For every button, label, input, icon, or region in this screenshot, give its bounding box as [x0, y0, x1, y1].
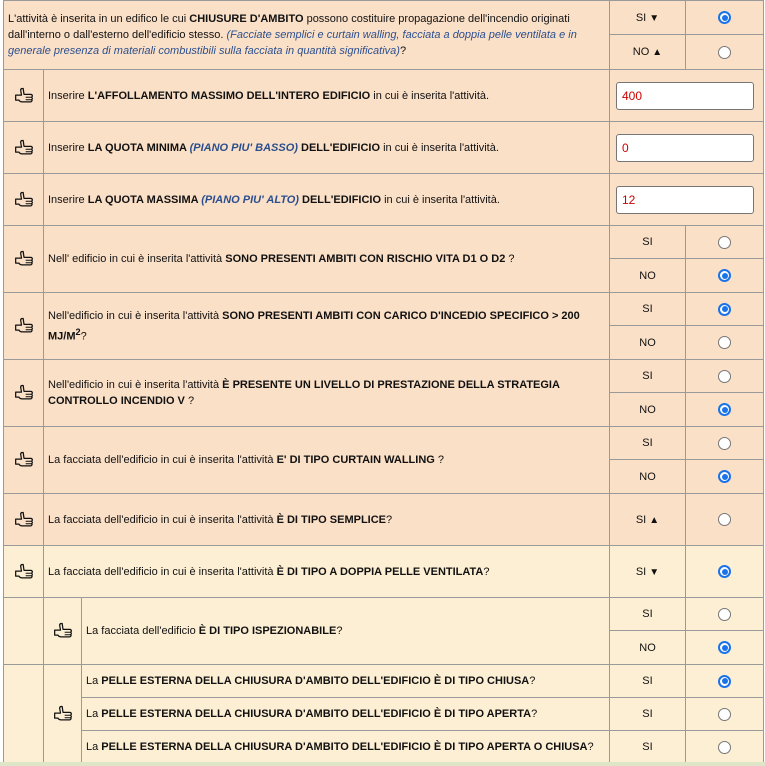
pointing-hand-icon — [4, 293, 44, 360]
pointing-hand-icon — [44, 598, 82, 665]
option-si[interactable]: SI — [610, 731, 686, 764]
question-text: Nell'edificio in cui è inserita l'attività SONO PRESENTI AMBITI CON CARICO D'INCEDIO SPECIFICO > 200 $MJ/M^2$? — [44, 293, 610, 360]
pointing-hand-icon — [4, 427, 44, 494]
option-no[interactable]: NO — [610, 326, 686, 360]
question-row-pelle-aperta — [4, 698, 764, 731]
radio-si[interactable] — [718, 708, 731, 721]
pointing-hand-icon — [4, 226, 44, 293]
radio-si[interactable] — [718, 513, 731, 526]
question-row-affollamento — [4, 70, 764, 122]
question-text: La PELLE ESTERNA DELLA CHIUSURA D'AMBITO DELL'EDIFICIO È DI TIPO APERTA? — [82, 698, 610, 731]
pointing-hand-icon — [4, 360, 44, 427]
option-si[interactable]: SI — [610, 698, 686, 731]
question-text: La facciata dell'edificio in cui è inserita l'attività E' DI TIPO CURTAIN WALLING ? — [44, 427, 610, 494]
questionnaire-table — [3, 0, 764, 764]
arrow-up-icon: ▲ — [649, 514, 660, 526]
question-text: Inserire LA QUOTA MINIMA (PIANO PIU' BASSO) DELL'EDIFICIO in cui è inserita l'attività. — [44, 122, 610, 174]
radio-no[interactable] — [718, 641, 731, 654]
pointing-hand-icon — [4, 546, 44, 598]
pointing-hand-icon — [44, 665, 82, 764]
pointing-hand-icon — [4, 70, 44, 122]
option-si[interactable]: SI — [610, 360, 686, 393]
option-no[interactable]: NO — [610, 460, 686, 494]
bottom-divider — [0, 762, 765, 766]
arrow-up-icon: ▲ — [652, 47, 663, 58]
option-no[interactable]: NO ▲ — [610, 35, 686, 70]
radio-no[interactable] — [718, 46, 731, 59]
radio-si[interactable] — [718, 370, 731, 383]
question-row-ispezionabile — [4, 598, 764, 631]
affollamento-input[interactable]: 400 — [616, 82, 754, 110]
quota-massima-input[interactable]: 12 — [616, 186, 754, 214]
question-text: Inserire L'AFFOLLAMENTO MASSIMO DELL'INTERO EDIFICIO in cui è inserita l'attività. — [44, 70, 610, 122]
question-text: Nell' edificio in cui è inserita l'attività SONO PRESENTI AMBITI CON RISCHIO VITA D1 O D2 ? — [44, 226, 610, 293]
question-text: La facciata dell'edificio in cui è inserita l'attività È DI TIPO SEMPLICE? — [44, 494, 610, 546]
question-row-pelle-aperta-o-chiusa — [4, 731, 764, 764]
option-si[interactable]: SI — [610, 427, 686, 460]
option-si[interactable]: SI — [610, 665, 686, 698]
radio-si[interactable] — [718, 675, 731, 688]
option-si[interactable]: SI — [610, 226, 686, 259]
option-no[interactable]: NO — [610, 393, 686, 427]
arrow-down-icon: ▼ — [649, 566, 660, 578]
radio-si[interactable] — [718, 608, 731, 621]
question-row-chiusure — [4, 1, 764, 35]
option-si[interactable]: SI ▼ — [610, 1, 686, 35]
option-si[interactable]: SI ▼ — [610, 546, 686, 598]
option-si[interactable]: SI ▲ — [610, 494, 686, 546]
question-text: La facciata dell'edificio È DI TIPO ISPEZIONABILE? — [82, 598, 610, 665]
option-si[interactable]: SI — [610, 293, 686, 326]
question-row-controllo-incendio — [4, 360, 764, 393]
arrow-down-icon: ▼ — [649, 12, 660, 24]
radio-si[interactable] — [718, 236, 731, 249]
question-row-pelle-chiusa — [4, 665, 764, 698]
question-row-facciata-semplice — [4, 494, 764, 546]
question-text: Inserire LA QUOTA MASSIMA (PIANO PIU' ALTO) DELL'EDIFICIO in cui è inserita l'attività. — [44, 174, 610, 226]
option-si[interactable]: SI — [610, 598, 686, 631]
radio-si[interactable] — [718, 741, 731, 754]
question-text: La facciata dell'edificio in cui è inserita l'attività È DI TIPO A DOPPIA PELLE VENTILATA? — [44, 546, 610, 598]
question-text: Nell'edificio in cui è inserita l'attività È PRESENTE UN LIVELLO DI PRESTAZIONE DELLA STRATEGIA CONTROLLO INCENDIO V ? — [44, 360, 610, 427]
question-row-carico-incendio — [4, 293, 764, 326]
option-no[interactable]: NO — [610, 259, 686, 293]
radio-no[interactable] — [718, 470, 731, 483]
question-row-quota-massima — [4, 174, 764, 226]
question-row-curtain-walling — [4, 427, 764, 460]
pointing-hand-icon — [4, 494, 44, 546]
radio-si[interactable] — [718, 437, 731, 450]
option-no[interactable]: NO — [610, 631, 686, 665]
question-row-rischio-vita — [4, 226, 764, 259]
pointing-hand-icon — [4, 174, 44, 226]
question-text: La PELLE ESTERNA DELLA CHIUSURA D'AMBITO DELL'EDIFICIO È DI TIPO CHIUSA? — [82, 665, 610, 698]
quota-minima-input[interactable]: 0 — [616, 134, 754, 162]
radio-no[interactable] — [718, 269, 731, 282]
question-text: La PELLE ESTERNA DELLA CHIUSURA D'AMBITO DELL'EDIFICIO È DI TIPO APERTA O CHIUSA? — [82, 731, 610, 764]
radio-no[interactable] — [718, 336, 731, 349]
question-row-doppia-pelle — [4, 546, 764, 598]
radio-si[interactable] — [718, 303, 731, 316]
radio-si[interactable] — [718, 565, 731, 578]
pointing-hand-icon — [4, 122, 44, 174]
question-text: L'attività è inserita in un edifico le cui CHIUSURE D'AMBITO possono costituire propagazione dell'incendio originati dall'interno o dall'esterno dell'edificio stesso. (Facciate semplici e curtain walling, facciata a doppia pelle ventilata e in generale presenza di materiali combustibili sulla facciata in quantità significativa)? — [4, 1, 610, 70]
question-row-quota-minima — [4, 122, 764, 174]
radio-si[interactable] — [718, 11, 731, 24]
radio-no[interactable] — [718, 403, 731, 416]
